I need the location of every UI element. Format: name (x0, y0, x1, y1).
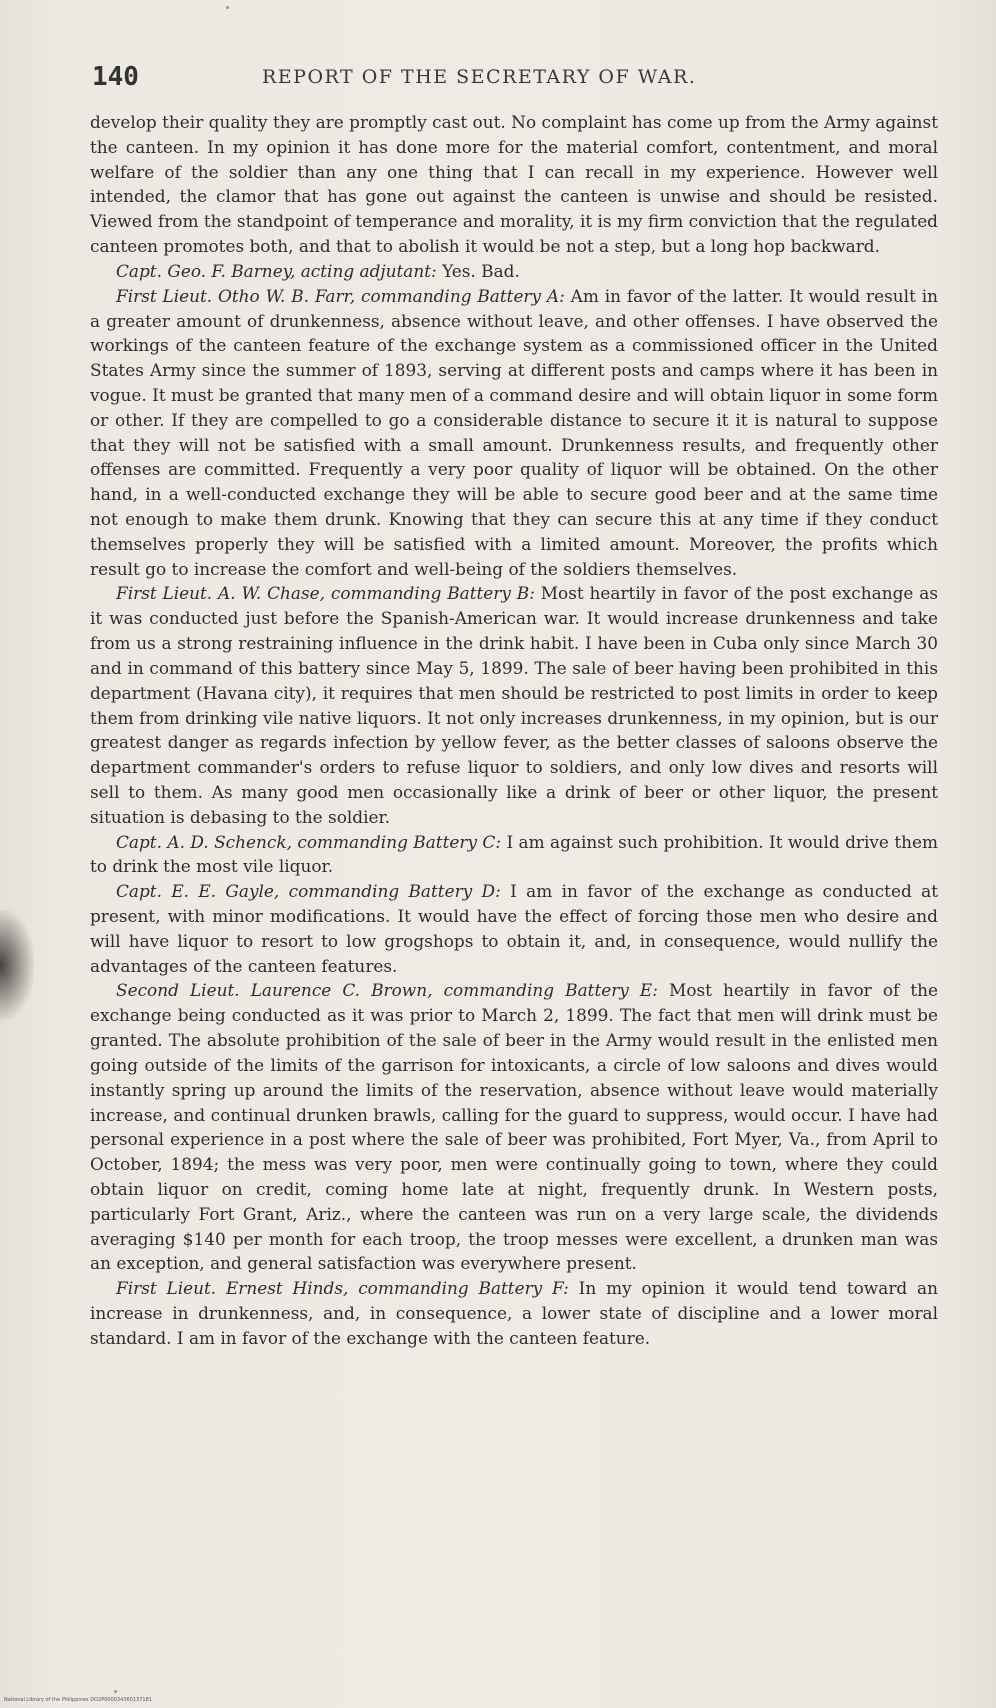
paragraph-gayle (90, 879, 938, 978)
paragraph-text: Am in favor of the latter. It would result in a greater amount of drunkenness, absence without leave, and other offenses. I have observed the workings of the canteen feature of the exchange system as a commissioned officer in the United States Army since the summer of 1893, serving at different posts and camps where it has been in vogue. It must be granted that many men of a command desire and will obtain liquor in some form or other. If they are compelled to go a considerable distance to secure it it is natural to suppose that they will not be satisfied with a small amount. Drunkenness results, and frequently other offenses are committed. Frequently a very poor quality of liquor will be obtained. On the other hand, in a well-conducted exchange they will be able to secure good beer and at the same time not enough to make them drunk. Knowing that they can secure this at any time if they conduct themselves properly they will be satisfied with a limited amount. Moreover, the profits which result go to increase the comfort and well-being of the soldiers themselves. (90, 285, 938, 579)
speaker-name: First Lieut. Ernest Hinds, commanding Battery F: (116, 1278, 569, 1299)
paragraph-hinds (90, 1276, 938, 1350)
paragraph-chase (90, 581, 938, 829)
speaker-name: Second Lieut. Laurence C. Brown, commanding Battery E: (116, 980, 658, 1001)
paragraph-text: I am against such prohibition. It would drive them to drink the most vile liquor. (90, 831, 939, 877)
speaker-name: Capt. E. E. Gayle, commanding Battery D: (116, 881, 501, 902)
scan-speck (114, 1690, 117, 1693)
binding-shadow (0, 910, 34, 1020)
paragraph-text: Most heartily in favor of the exchange being conducted as it was prior to March 2, 1899. The fact that men will drink must be granted. The absolute prohibition of the sale of beer in the Army would result in the enlisted men going outside of the limits of the garrison for intoxicants, a circle of low saloons and dives would instantly spring up around the limits of the reservation, absence without leave would materially increase, and continual drunken brawls, calling for the guard to suppress, would occur. I have had personal experience in a post where the sale of beer was prohibited, Fort Myer, Va., from April to October, 1894; the mess was very poor, men were continually going to town, where they could obtain liquor on credit, coming home late at night, frequently drunk. In Western posts, particularly Fort Grant, Ariz., where the canteen was run on a very large scale, the dividends averaging $140 per month for each troop, the troop messes were excellent, a drunken man was an exception, and general satisfaction was everywhere present. (90, 980, 938, 1274)
paragraph-text: I am in favor of the exchange as conducted at present, with minor modifications. It would have the effect of forcing those men who desire and will have liquor to resort to low grogshops to obtain it, and, in consequence, would nullify the advantages of the canteen features. (90, 881, 938, 976)
body-text (90, 110, 938, 1351)
paragraph-text: Most heartily in favor of the post exchange as it was conducted just before the Spanish-American war. It would increase drunkenness and take from us a strong restraining influence in the drink habit. I have been in Cuba only since March 30 and in command of this battery since May 5, 1899. The sale of beer having been prohibited in this department (Havana city), it requires that men should be restricted to post limits in order to keep them from drinking vile native liquors. It not only increases drunkenness, in my opinion, but is our greatest danger as regards infection by yellow fever, as the better classes of saloons observe the department commander's orders to refuse liquor to soldiers, and only low dives and resorts will sell to them. As many good men occasionally like a drink of beer or other liquor, the present situation is debasing to the soldier. (90, 583, 939, 827)
paragraph-intro (90, 110, 938, 259)
paragraph-text: develop their quality they are promptly cast out. No complaint has come up from the Army against the canteen. In my opinion it has done more for the material comfort, contentment, and moral welfare of the soldier than any one thing that I can recall in my experience. However well intended, the clamor that has gone out against the canteen is unwise and should be resisted. Viewed from the standpoint of temperance and morality, it is my firm conviction that the regulated canteen promotes both, and that to abolish it would be not a step, but a long hop backward. (90, 112, 938, 257)
page-number: 140 (92, 62, 139, 92)
paragraph-barney (90, 259, 938, 284)
page-header (92, 62, 932, 102)
speaker-name: Capt. A. D. Schenck, commanding Battery C: (116, 831, 502, 852)
running-head: REPORT OF THE SECRETARY OF WAR. (262, 66, 697, 88)
paragraph-schenck (90, 830, 938, 880)
speaker-name: First Lieut. Otho W. B. Farr, commanding Battery A: (116, 285, 565, 306)
scan-speck (226, 6, 229, 9)
paragraph-text: In my opinion it would tend toward an increase in drunkenness, and, in consequence, a lower state of discipline and a lower moral standard. I am in favor of the exchange with the canteen feature. (90, 1278, 938, 1348)
speaker-name: Capt. Geo. F. Barney, acting adjutant: (116, 260, 437, 281)
paragraph-text: Yes. Bad. (436, 260, 520, 281)
paragraph-farr (90, 284, 938, 582)
paragraph-brown (90, 978, 938, 1276)
speaker-name: First Lieut. A. W. Chase, commanding Battery B: (116, 583, 535, 604)
library-stamp: National Library of the Philippines DO2P000034360137181 (4, 1697, 152, 1703)
